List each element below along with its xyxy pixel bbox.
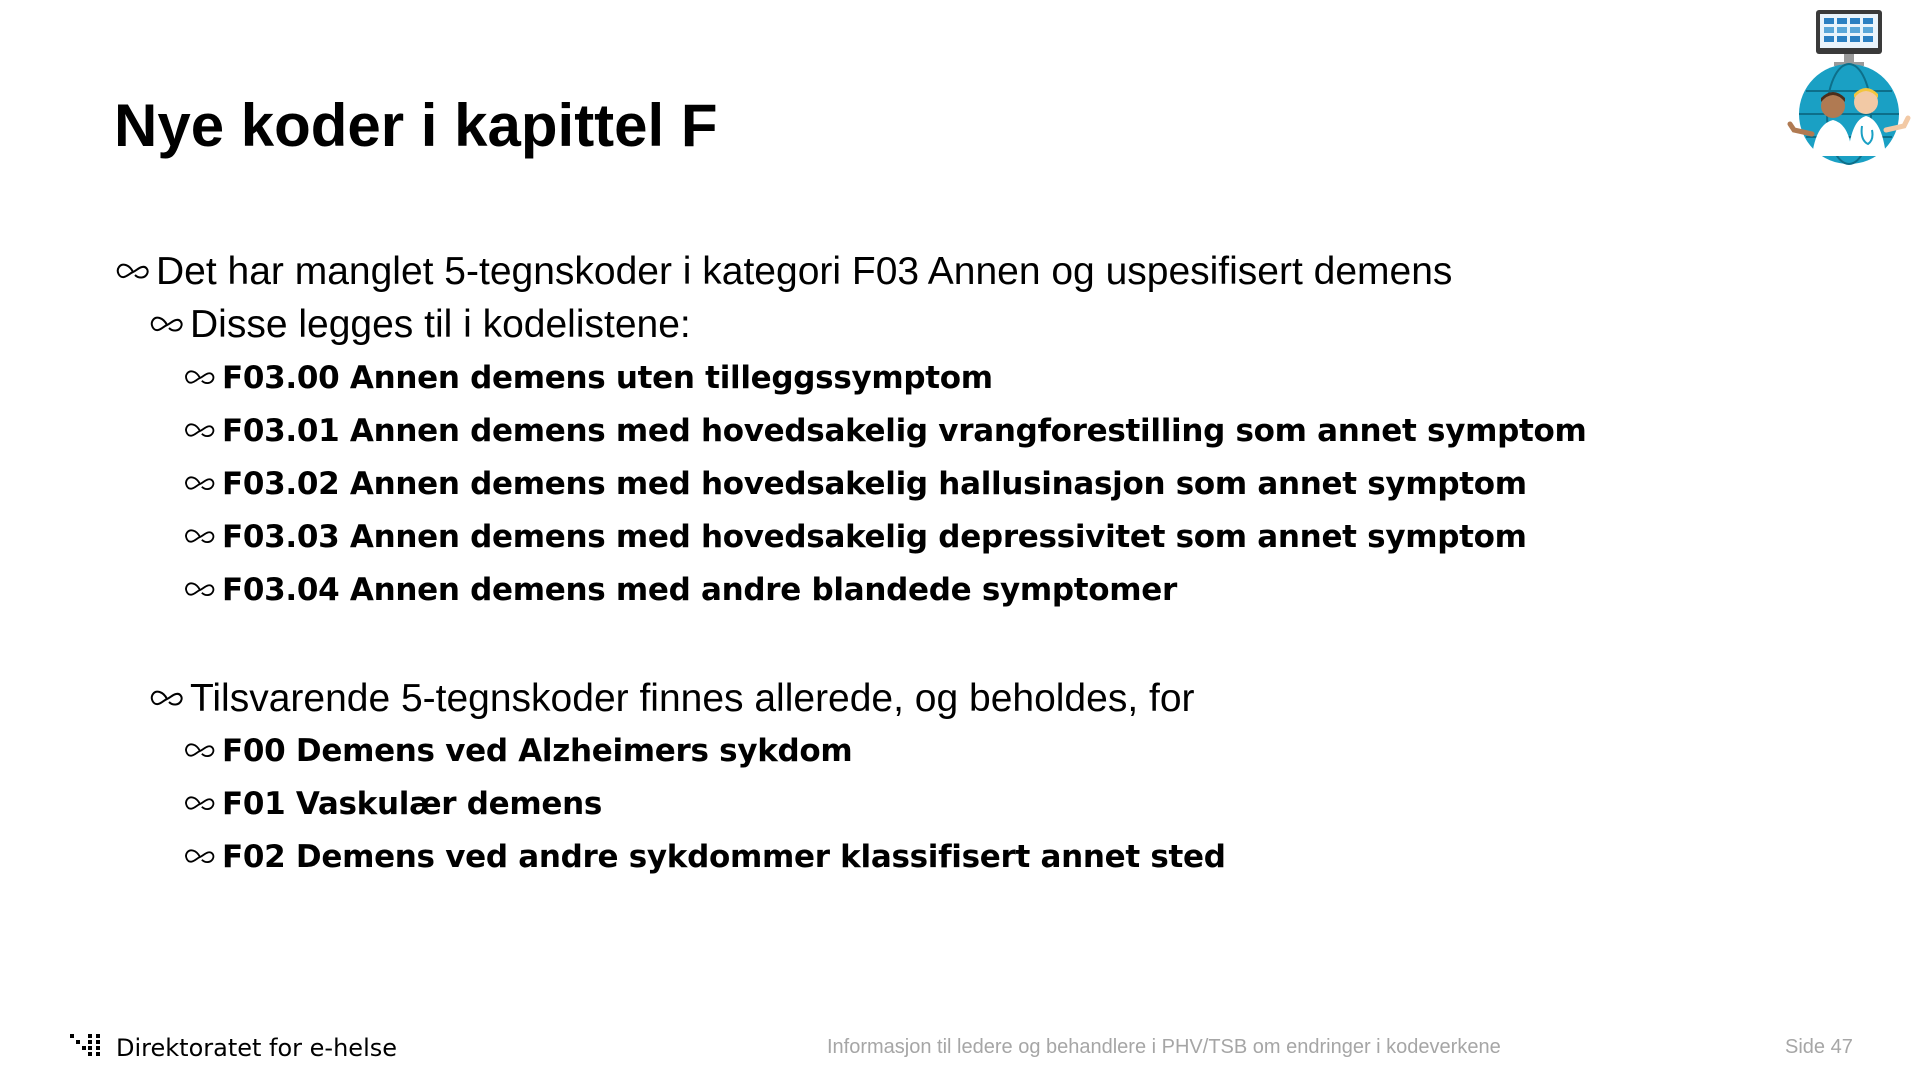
infinity-swirl-icon [182, 793, 218, 815]
infinity-swirl-icon [148, 313, 186, 337]
bullet-level2 [148, 300, 691, 350]
bullet-level3 [182, 462, 1527, 506]
bullet-text: F03.01 Annen demens med hovedsakelig vrangforestilling som annet symptom [222, 413, 1587, 449]
bullet-level2 [148, 674, 1195, 724]
bullet-level3 [182, 729, 852, 773]
bullet-level1 [114, 247, 1452, 297]
infinity-swirl-icon [148, 687, 186, 711]
bullet-level3 [182, 515, 1527, 559]
infinity-swirl-icon [182, 420, 218, 442]
slide-title: Nye koder i kapittel F [114, 92, 718, 159]
doctors-globe-computer-icon [1776, 6, 1916, 176]
bullet-text: Tilsvarende 5-tegnskoder finnes allerede, og beholdes, for [190, 677, 1195, 720]
bullet-level3 [182, 409, 1587, 453]
bullet-text: Disse legges til i kodelistene: [190, 303, 691, 346]
bullet-level3 [182, 356, 993, 400]
footer-logo-text: Direktoratet for e-helse [116, 1033, 398, 1062]
bullet-level3 [182, 782, 602, 826]
dots-logo-icon [68, 1032, 108, 1063]
bullet-text: F02 Demens ved andre sykdommer klassifisert annet sted [222, 839, 1226, 875]
footer-logo [68, 1032, 397, 1063]
bullet-text: F01 Vaskulær demens [222, 786, 603, 822]
infinity-swirl-icon [182, 740, 218, 762]
footer-info: Informasjon til ledere og behandlere i PHV/TSB om endringer i kodeverkene [827, 1036, 1501, 1058]
bullet-level3 [182, 835, 1226, 879]
infinity-swirl-icon [182, 367, 218, 389]
bullet-text: F03.02 Annen demens med hovedsakelig hallusinasjon som annet symptom [222, 466, 1527, 502]
infinity-swirl-icon [182, 473, 218, 495]
bullet-level3 [182, 568, 1177, 612]
infinity-swirl-icon [182, 846, 218, 868]
bullet-text: F00 Demens ved Alzheimers sykdom [222, 733, 853, 769]
bullet-text: Det har manglet 5-tegnskoder i kategori F03 Annen og uspesifisert demens [156, 250, 1453, 293]
infinity-swirl-icon [182, 526, 218, 548]
page-number: Side 47 [1785, 1036, 1853, 1058]
infinity-swirl-icon [182, 579, 218, 601]
bullet-text: F03.04 Annen demens med andre blandede symptomer [222, 572, 1178, 608]
infinity-swirl-icon [114, 260, 152, 284]
bullet-text: F03.03 Annen demens med hovedsakelig depressivitet som annet symptom [222, 519, 1527, 555]
bullet-text: F03.00 Annen demens uten tilleggssymptom [222, 360, 993, 396]
